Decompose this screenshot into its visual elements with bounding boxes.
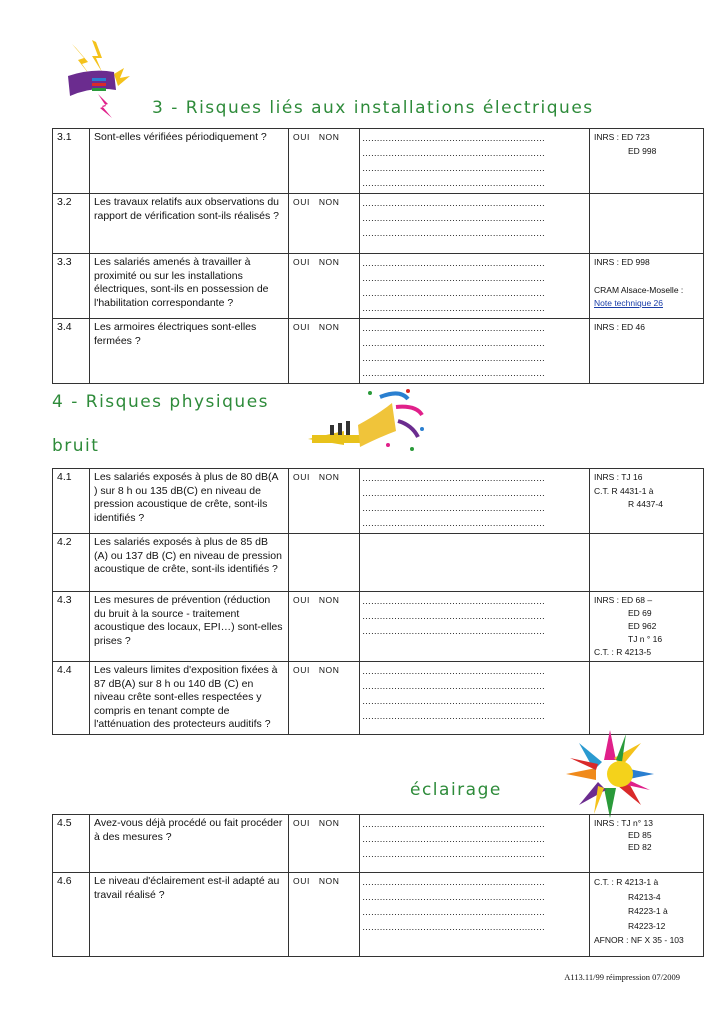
oui-non-choice[interactable] <box>289 194 360 254</box>
question-text: Le niveau d'éclairement est-il adapté au travail réalisé ? <box>90 873 289 957</box>
eclairage-title: éclairage <box>410 780 502 800</box>
row-number: 4.6 <box>53 873 90 957</box>
oui-non-choice[interactable] <box>289 254 360 319</box>
oui-option[interactable]: OUI <box>293 197 310 207</box>
question-text: Avez-vous déjà procédé ou fait procéder à des mesures ? <box>90 815 289 873</box>
table-row <box>53 129 704 194</box>
reference: INRS : ED 46 <box>594 322 646 332</box>
answer-lines[interactable] <box>360 534 590 592</box>
reference: ED 82 <box>628 842 652 852</box>
question-text: Les travaux relatifs aux observations du rapport de vérification sont-ils réalisés ? <box>90 194 289 254</box>
row-number: 4.2 <box>53 534 90 592</box>
dot-line: ……………………………………………………… <box>362 213 545 223</box>
question-text: Les valeurs limites d'exposition fixées à 87 dB(A) sur 8 h ou 140 dB (C) en niveau crête sont-elles respectées y compris en tenant compte de l'atténuation des protecteurs auditifs ? <box>90 662 289 735</box>
reference: C.T. : R 4213-5 <box>594 647 652 657</box>
answer-lines[interactable] <box>360 254 590 319</box>
non-option[interactable]: NON <box>318 472 340 482</box>
dot-line: ……………………………………………………… <box>362 323 545 333</box>
section-4-title: 4 - Risques physiques <box>52 392 270 412</box>
dot-line: ……………………………………………………… <box>362 133 545 143</box>
dot-line: ……………………………………………………… <box>362 178 545 188</box>
reference-cell <box>590 194 704 254</box>
oui-non-choice[interactable] <box>289 662 360 735</box>
reference: R 4437-4 <box>628 499 663 509</box>
reference-cell <box>590 319 704 384</box>
table-row <box>53 254 704 319</box>
table-row <box>53 815 704 873</box>
dot-line: ……………………………………………………… <box>362 368 545 378</box>
note-technique-link[interactable]: Note technique 26 <box>594 298 663 308</box>
oui-non-choice[interactable] <box>289 469 360 534</box>
oui-non-choice[interactable] <box>289 873 360 957</box>
dot-line: ……………………………………………………… <box>362 518 545 528</box>
non-option[interactable]: NON <box>318 665 340 675</box>
dot-line: ……………………………………………………… <box>362 666 545 676</box>
oui-option[interactable]: OUI <box>293 257 310 267</box>
eclairage-table <box>52 814 704 957</box>
row-number: 4.4 <box>53 662 90 735</box>
dot-line: ……………………………………………………… <box>362 626 545 636</box>
answer-lines[interactable] <box>360 662 590 735</box>
dot-line: ……………………………………………………… <box>362 228 545 238</box>
sun-icon <box>562 728 658 820</box>
dot-line: ……………………………………………………… <box>362 819 545 829</box>
dot-line: ……………………………………………………… <box>362 849 545 859</box>
dot-line: ……………………………………………………… <box>362 148 545 158</box>
reference: R4213-4 <box>628 891 661 902</box>
non-option[interactable]: NON <box>318 322 340 332</box>
question-text: Les salariés exposés à plus de 85 dB (A) ou 137 dB (C) en niveau de pression acoustique de crête, sont-ils identifiés ? <box>90 534 289 592</box>
row-number: 4.1 <box>53 469 90 534</box>
reference-cell <box>590 129 704 194</box>
row-number: 4.3 <box>53 592 90 662</box>
question-text: Sont-elles vérifiées périodiquement ? <box>90 129 289 194</box>
non-option[interactable]: NON <box>318 132 340 142</box>
dot-line: ……………………………………………………… <box>362 163 545 173</box>
dot-line: ……………………………………………………… <box>362 303 545 313</box>
dot-line: ……………………………………………………… <box>362 596 545 606</box>
oui-option[interactable]: OUI <box>293 595 310 605</box>
oui-non-choice[interactable] <box>289 319 360 384</box>
oui-non-choice[interactable] <box>289 815 360 873</box>
answer-lines[interactable] <box>360 815 590 873</box>
row-number: 3.4 <box>53 319 90 384</box>
answer-lines[interactable] <box>360 592 590 662</box>
table-row <box>53 873 704 957</box>
reference: ED 962 <box>628 621 657 631</box>
oui-non-choice[interactable] <box>289 592 360 662</box>
bruit-table <box>52 468 704 735</box>
dot-line: ……………………………………………………… <box>362 338 545 348</box>
table-row <box>53 592 704 662</box>
reference: ED 69 <box>628 608 652 618</box>
oui-option[interactable]: OUI <box>293 132 310 142</box>
dot-line: ……………………………………………………… <box>362 892 545 902</box>
row-number: 4.5 <box>53 815 90 873</box>
table-row <box>53 469 704 534</box>
dot-line: ……………………………………………………… <box>362 907 545 917</box>
reference: ED 85 <box>628 830 652 840</box>
dot-line: ……………………………………………………… <box>362 488 545 498</box>
non-option[interactable]: NON <box>318 818 340 828</box>
dot-line: ……………………………………………………… <box>362 681 545 691</box>
question-text: Les mesures de prévention (réduction du bruit à la source - traitement acoustique des locaux, EPI…) sont-elles prises ? <box>90 592 289 662</box>
reference-cell <box>590 815 704 873</box>
reference: INRS : ED 998 <box>594 257 650 267</box>
reference: ED 998 <box>628 145 657 156</box>
dot-line: ……………………………………………………… <box>362 696 545 706</box>
trumpet-icon <box>300 385 430 465</box>
oui-option[interactable]: OUI <box>293 322 310 332</box>
oui-non-choice[interactable] <box>289 534 360 592</box>
dot-line: ……………………………………………………… <box>362 834 545 844</box>
dot-line: ……………………………………………………… <box>362 611 545 621</box>
table-row <box>53 194 704 254</box>
document-footer: A113.11/99 réimpression 07/2009 <box>564 972 680 982</box>
oui-option[interactable]: OUI <box>293 472 310 482</box>
reference-cell <box>590 534 704 592</box>
dot-line: ……………………………………………………… <box>362 273 545 283</box>
reference: R4223-12 <box>628 920 666 931</box>
dot-line: ……………………………………………………… <box>362 353 545 363</box>
non-option[interactable]: NON <box>318 876 340 886</box>
reference: TJ n ° 16 <box>628 634 663 644</box>
reference: AFNOR : NF X 35 - 103 <box>594 935 684 945</box>
oui-option[interactable]: OUI <box>293 876 310 886</box>
dot-line: ……………………………………………………… <box>362 922 545 932</box>
dot-line: ……………………………………………………… <box>362 877 545 887</box>
answer-lines[interactable] <box>360 319 590 384</box>
reference: C.T. R 4431-1 à <box>594 485 654 496</box>
dot-line: ……………………………………………………… <box>362 503 545 513</box>
reference-cell <box>590 592 704 662</box>
non-option[interactable]: NON <box>318 595 340 605</box>
reference-cell <box>590 873 704 957</box>
oui-non-choice[interactable] <box>289 129 360 194</box>
dot-line: ……………………………………………………… <box>362 288 545 298</box>
dot-line: ……………………………………………………… <box>362 473 545 483</box>
reference: INRS : ED 723 <box>594 132 650 142</box>
reference-cell <box>590 254 704 319</box>
oui-option[interactable]: OUI <box>293 665 310 675</box>
row-number: 3.1 <box>53 129 90 194</box>
reference: CRAM Alsace-Moselle : <box>594 284 684 295</box>
reference: INRS : TJ 16 <box>594 472 643 482</box>
reference: INRS : ED 68 – <box>594 595 653 605</box>
dot-line: ……………………………………………………… <box>362 198 545 208</box>
reference: R4223-1 à <box>628 906 668 916</box>
section-3-table <box>52 128 704 384</box>
non-option[interactable]: NON <box>318 257 340 267</box>
question-text: Les salariés amenés à travailler à proximité ou sur les installations électriques, sont-ils en possession de l'habilitation correspondante ? <box>90 254 289 319</box>
answer-lines[interactable] <box>360 469 590 534</box>
oui-option[interactable]: OUI <box>293 818 310 828</box>
non-option[interactable]: NON <box>318 197 340 207</box>
answer-lines[interactable] <box>360 873 590 957</box>
lightning-icon <box>62 38 142 120</box>
section-3-title: 3 - Risques liés aux installations électriques <box>152 98 594 118</box>
dot-line: ……………………………………………………… <box>362 258 545 268</box>
row-number: 3.2 <box>53 194 90 254</box>
bruit-title: bruit <box>52 436 100 456</box>
table-row <box>53 534 704 592</box>
answer-lines[interactable] <box>360 129 590 194</box>
table-row <box>53 662 704 735</box>
reference: C.T. : R 4213-1 à <box>594 877 659 887</box>
dot-line: ……………………………………………………… <box>362 711 545 721</box>
row-number: 3.3 <box>53 254 90 319</box>
table-row <box>53 319 704 384</box>
reference-cell <box>590 662 704 735</box>
reference-cell <box>590 469 704 534</box>
question-text: Les salariés exposés à plus de 80 dB(A ) sur 8 h ou 135 dB(C) en niveau de pression acoustique de crête, sont-ils identifiés ? <box>90 469 289 534</box>
question-text: Les armoires électriques sont-elles fermées ? <box>90 319 289 384</box>
answer-lines[interactable] <box>360 194 590 254</box>
reference: INRS : TJ n° 13 <box>594 818 653 828</box>
